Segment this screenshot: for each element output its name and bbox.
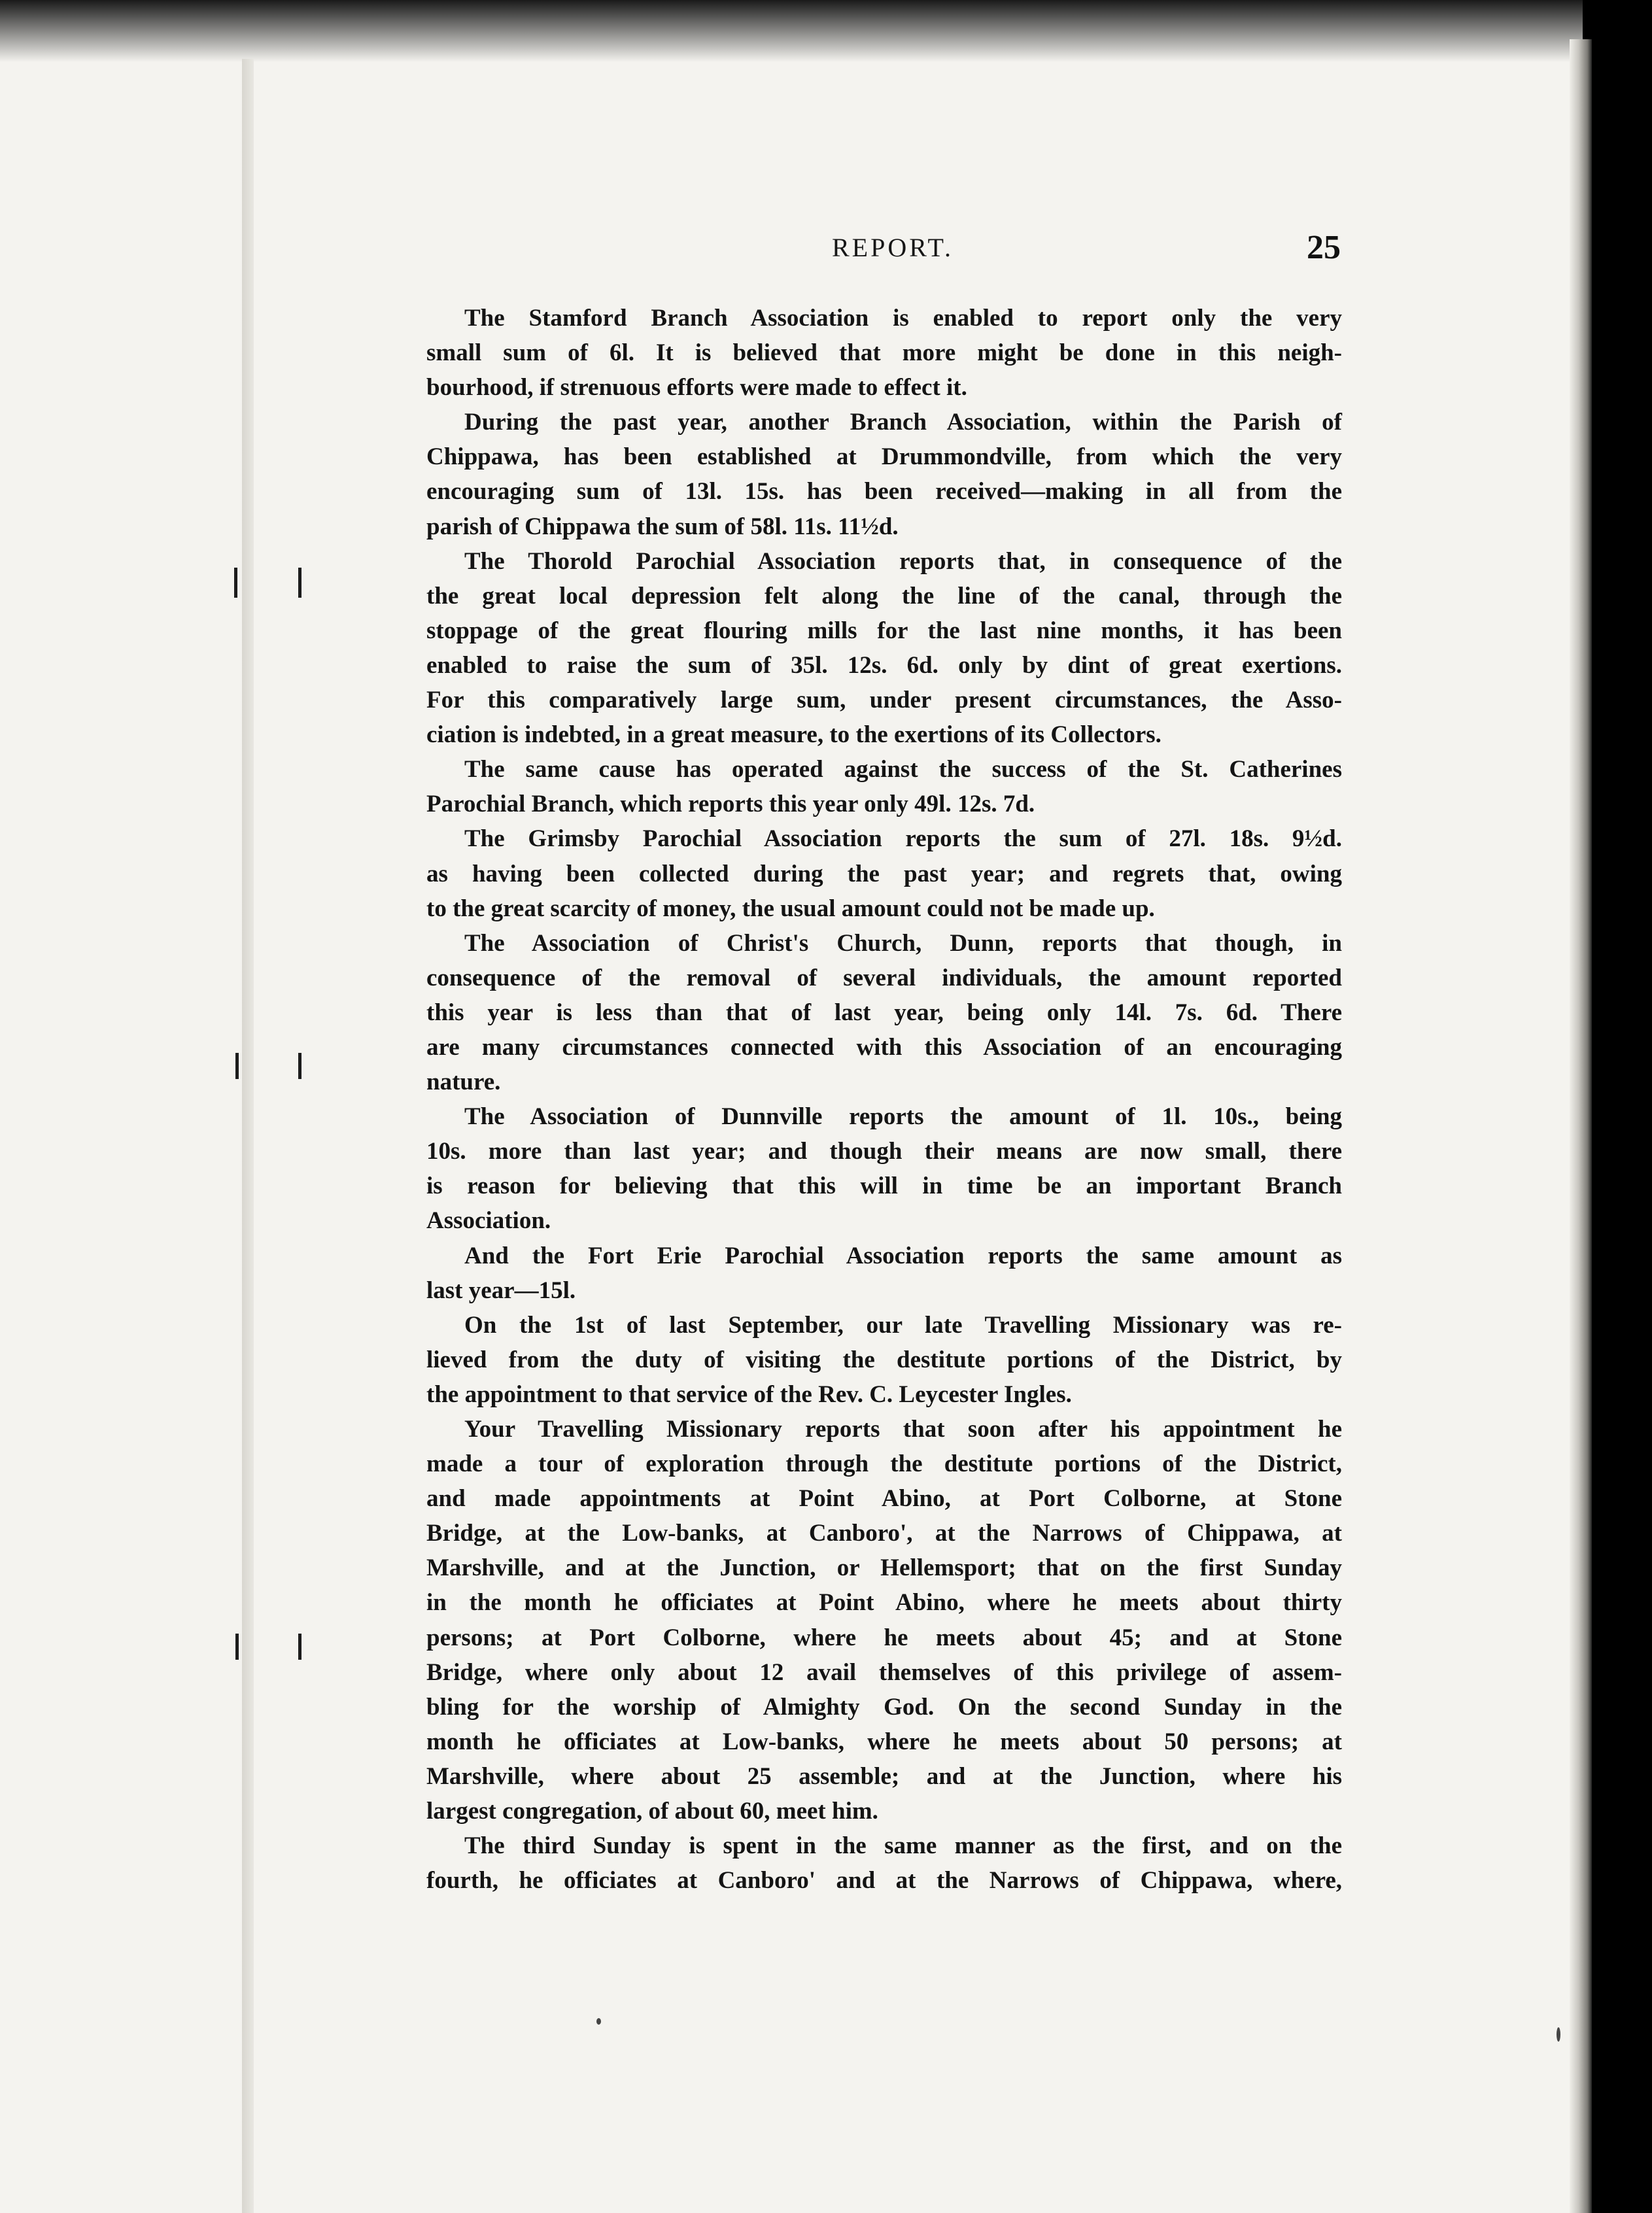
text-line: small sum of 6l. It is believed that more might be done in this neigh- [426, 339, 1342, 367]
text-line: nature. [426, 1069, 501, 1096]
margin-mark [235, 1053, 239, 1079]
text-line: bling for the worship of Almighty God. On the second Sunday in the [426, 1693, 1342, 1721]
page-header [0, 229, 1652, 271]
body-text [426, 301, 1342, 1898]
text-line: made a tour of exploration through the destitute portions of the District, [426, 1450, 1342, 1478]
text-line: The Association of Christ's Church, Dunn, reports that though, in [464, 929, 1342, 957]
text-line: The third Sunday is spent in the same manner as the first, and on the [464, 1832, 1342, 1860]
text-line: persons; at Port Colborne, where he meets about 45; and at Stone [426, 1624, 1342, 1651]
text-line: ciation is indebted, in a great measure, to the exertions of its Collectors. [426, 721, 1162, 749]
text-line: Your Travelling Missionary reports that soon after his appointment he [464, 1416, 1342, 1443]
text-line: The Stamford Branch Association is enabled to report only the very [464, 305, 1342, 332]
text-line: Chippawa, has been established at Drummondville, from which the very [426, 443, 1342, 471]
text-line: the great local depression felt along the line of the canal, through the [426, 582, 1342, 609]
text-line: Marshville, where about 25 assemble; and at the Junction, where his [426, 1762, 1342, 1790]
text-line: During the past year, another Branch Association, within the Parish of [464, 409, 1342, 436]
margin-mark [298, 1053, 301, 1079]
margin-mark [235, 1634, 239, 1660]
text-line: enabled to raise the sum of 35l. 12s. 6d. only by dint of great exertions. [426, 651, 1342, 679]
text-line: are many circumstances connected with this Association of an encouraging [426, 1033, 1342, 1061]
text-line: stoppage of the great flouring mills for the last nine months, it has been [426, 617, 1342, 644]
text-line: For this comparatively large sum, under present circumstances, the Asso- [426, 687, 1342, 714]
text-line: lieved from the duty of visiting the destitute portions of the District, by [426, 1346, 1342, 1373]
text-line: The Thorold Parochial Association reports that, in consequence of the [464, 547, 1342, 575]
text-line: Parochial Branch, which reports this year only 49l. 12s. 7d. [426, 791, 1035, 818]
margin-mark [234, 568, 237, 598]
text-line: Bridge, where only about 12 avail themselves of this privilege of assem- [426, 1658, 1342, 1686]
text-line: the appointment to that service of the Rev. C. Leycester Ingles. [426, 1381, 1072, 1408]
text-line: bourhood, if strenuous efforts were made to effect it. [426, 374, 967, 402]
text-line: The Grimsby Parochial Association reports the sum of 27l. 18s. 9½d. [464, 825, 1342, 853]
text-line: this year is less than that of last year, being only 14l. 7s. 6d. There [426, 999, 1342, 1026]
top-shadow [0, 0, 1583, 62]
page-number: 25 [1307, 229, 1341, 266]
text-line: parish of Chippawa the sum of 58l. 11s. 11½d. [426, 513, 899, 540]
text-line: On the 1st of last September, our late Travelling Missionary was re- [464, 1311, 1342, 1339]
text-line: fourth, he officiates at Canboro' and at the Narrows of Chippawa, where, [426, 1867, 1342, 1895]
text-line: encouraging sum of 13l. 15s. has been received—making in all from the [426, 478, 1342, 506]
margin-mark [298, 568, 301, 598]
book-spine-edge [1570, 39, 1592, 2213]
page-gutter [242, 59, 254, 2213]
text-line: Marshville, and at the Junction, or Hellemsport; that on the first Sunday [426, 1554, 1342, 1582]
running-head: REPORT. [832, 233, 954, 262]
text-line: And the Fort Erie Parochial Association reports the same amount as [464, 1242, 1342, 1269]
text-line: Association. [426, 1207, 551, 1235]
text-line: 10s. more than last year; and though their means are now small, there [426, 1138, 1342, 1165]
text-line: The same cause has operated against the success of the St. Catherines [464, 756, 1342, 783]
text-line: in the month he officiates at Point Abino, where he meets about thirty [426, 1589, 1342, 1617]
margin-mark [298, 1634, 301, 1660]
text-line: and made appointments at Point Abino, at Port Colborne, at Stone [426, 1485, 1342, 1513]
text-line: Bridge, at the Low-banks, at Canboro', at the Narrows of Chippawa, at [426, 1520, 1342, 1547]
text-line: to the great scarcity of money, the usual amount could not be made up. [426, 895, 1155, 922]
text-line: is reason for believing that this will in time be an important Branch [426, 1173, 1342, 1200]
ink-speck [596, 2018, 601, 2025]
text-line: The Association of Dunnville reports the amount of 1l. 10s., being [464, 1103, 1342, 1131]
text-line: as having been collected during the past year; and regrets that, owing [426, 860, 1342, 887]
text-line: month he officiates at Low-banks, where he meets about 50 persons; at [426, 1728, 1342, 1755]
ink-speck [1557, 2027, 1560, 2042]
text-line: largest congregation, of about 60, meet him. [426, 1798, 878, 1825]
text-line: last year—15l. [426, 1277, 576, 1304]
text-line: consequence of the removal of several individuals, the amount reported [426, 964, 1342, 991]
